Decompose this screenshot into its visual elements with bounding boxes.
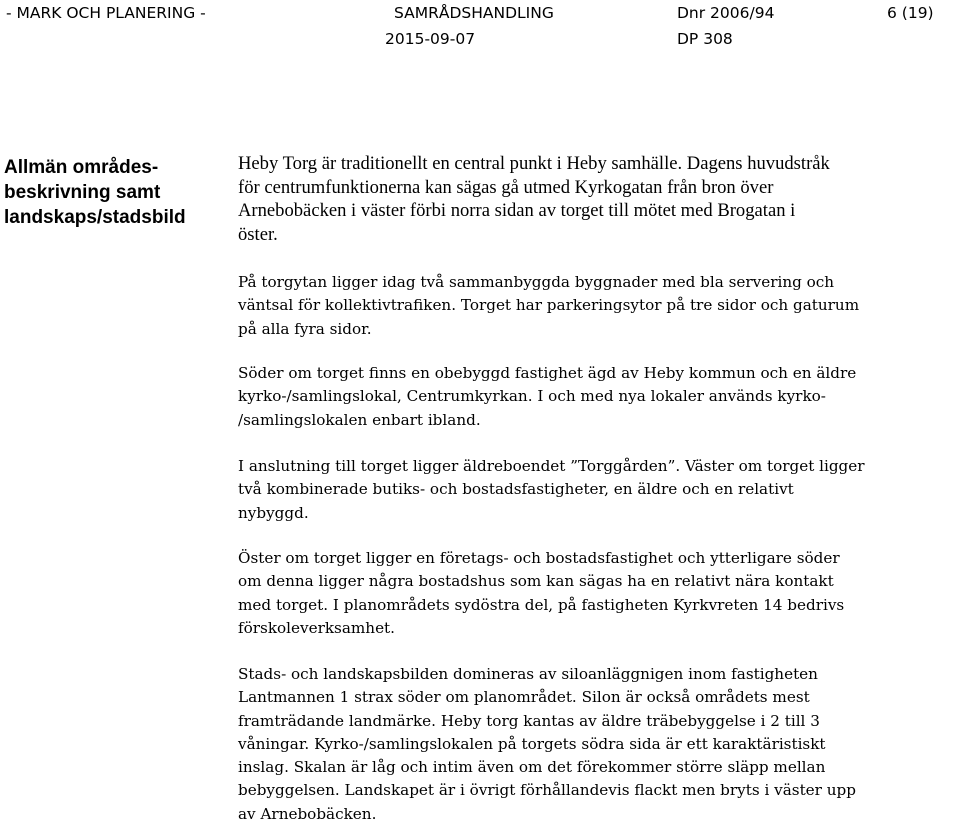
header-date: 2015-09-07	[385, 30, 476, 48]
text-line: öster.	[238, 223, 278, 245]
paragraph-6	[238, 663, 856, 826]
text-line: våningar. Kyrko-/samlingslokalen på torgets södra sida är ett karaktäristiskt	[238, 734, 826, 753]
paragraph-2	[238, 271, 859, 341]
text-line: Heby Torg är traditionellt en central punkt i Heby samhälle. Dagens huvudstråk	[238, 153, 830, 174]
section-heading-line: beskrivning samt	[4, 182, 161, 203]
paragraph-4	[238, 455, 865, 525]
page-header	[0, 0, 960, 60]
text-line: två kombinerade butiks- och bostadsfastigheter, en äldre och en relativt	[238, 480, 794, 499]
section-heading-line: landskaps/stadsbild	[4, 207, 186, 228]
paragraph-5	[238, 547, 844, 640]
text-line: av Arnebobäcken.	[238, 804, 377, 823]
text-line: väntsal för kollektivtrafiken. Torget har parkeringsytor på tre sidor och gaturum	[238, 296, 860, 315]
paragraph-1	[238, 152, 830, 246]
text-line: Arnebobäcken i väster förbi norra sidan av torget till mötet med Brogatan i	[238, 200, 796, 221]
text-line: nybyggd.	[238, 503, 309, 522]
text-line: På torgytan ligger idag två sammanbyggda byggnader med bla servering och	[238, 273, 835, 291]
text-line: framträdande landmärke. Heby torg kantas av äldre träbebyggelse i 2 till 3	[238, 711, 820, 730]
text-line: inslag. Skalan är låg och intim även om det förekommer större släpp mellan	[238, 758, 826, 777]
header-plan-number: DP 308	[677, 30, 733, 48]
text-line: på alla fyra sidor.	[238, 319, 372, 338]
paragraph-3	[238, 362, 856, 432]
text-line: Lantmannen 1 strax söder om planområdet. Silon är också områdets mest	[238, 688, 810, 707]
text-line: I anslutning till torget ligger äldreboendet ”Torggården”. Väster om torget ligger	[238, 457, 865, 475]
text-line: förskoleverksamhet.	[238, 618, 395, 637]
header-page-number: 6 (19)	[887, 4, 934, 22]
text-line: om denna ligger några bostadshus som kan sägas ha en relativt nära kontakt	[238, 572, 834, 591]
section-heading	[4, 155, 229, 230]
section-heading-line: Allmän områdes-	[4, 157, 159, 178]
text-line: bebyggelsen. Landskapet är i övrigt förhållandevis flackt men bryts i väster upp	[238, 781, 856, 800]
header-section: - MARK OCH PLANERING -	[6, 4, 206, 22]
text-line: Stads- och landskapsbilden domineras av siloanläggnigen inom fastigheten	[238, 665, 818, 683]
text-line: /samlingslokalen enbart ibland.	[238, 410, 481, 429]
text-line: Öster om torget ligger en företags- och bostadsfastighet och ytterligare söder	[238, 549, 840, 567]
text-line: Söder om torget finns en obebyggd fastighet ägd av Heby kommun och en äldre	[238, 364, 857, 382]
text-line: för centrumfunktionerna kan sägas gå utmed Kyrkogatan från bron över	[238, 176, 774, 198]
header-document-type: SAMRÅDSHANDLING	[394, 4, 554, 22]
text-line: kyrko-/samlingslokal, Centrumkyrkan. I och med nya lokaler används kyrko-	[238, 387, 826, 406]
text-line: med torget. I planområdets sydöstra del, på fastigheten Kyrkvreten 14 bedrivs	[238, 595, 845, 614]
header-reference: Dnr 2006/94	[677, 4, 775, 22]
